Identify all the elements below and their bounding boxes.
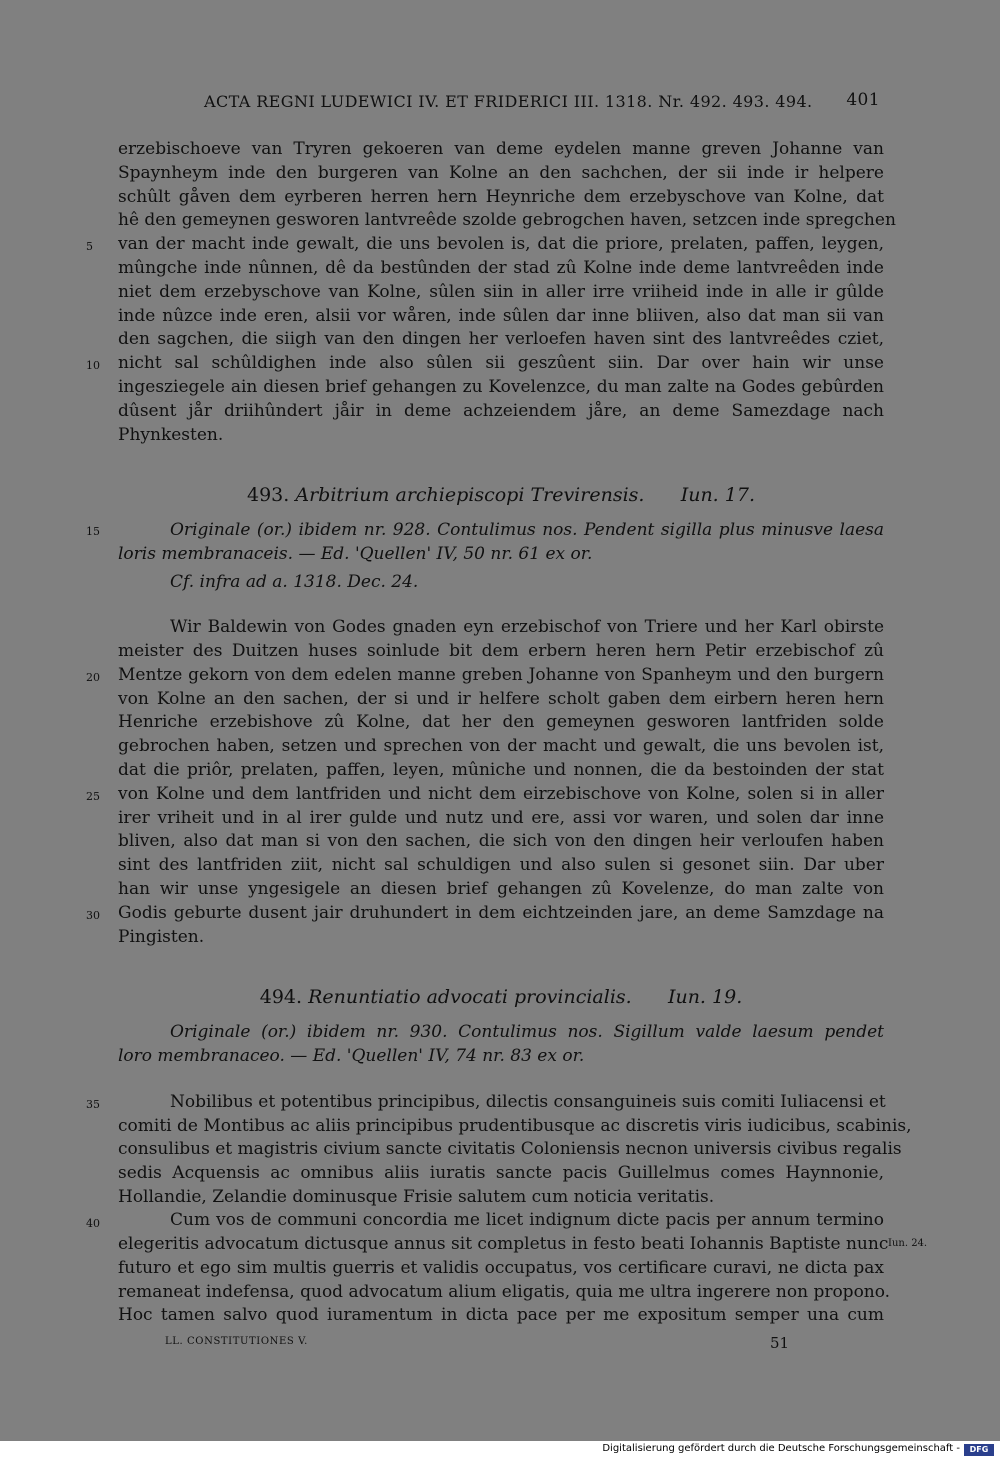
text-line: dûsent jår driihûndert jåir in deme achzeiendem jåre, an deme Samezdage nach [118,401,884,421]
source-note: Originale (or.) ibidem nr. 930. Contulimus nos. Sigillum valde laesum pendet [170,1022,884,1042]
line-number: 25 [86,790,100,803]
cross-reference: Cf. infra ad a. 1318. Dec. 24. [170,572,419,592]
line-number: 10 [86,359,100,372]
document-title: Renuntiatio advocati provincialis. [308,986,632,1008]
line-number: 15 [86,525,100,538]
signature-mark: 51 [770,1334,790,1352]
document-number: 494. [259,986,303,1008]
document-title: Arbitrium archiepiscopi Trevirensis. [295,484,645,506]
text-line: von Kolne und dem lantfriden und nicht dem eirzebischove von Kolne, solen si in aller [118,784,884,804]
dfg-logo[interactable]: DFG [964,1444,994,1456]
text-line: bliven, also dat man si von den sachen, die sich von den dingen heir verloufen haben [118,831,884,851]
line-number: 30 [86,909,100,922]
text-line: Wir Baldewin von Godes gnaden eyn erzebischof von Triere und her Karl obirste [170,617,884,637]
funding-notice: Digitalisierung gefördert durch die Deutsche Forschungsgemeinschaft - [602,1443,960,1454]
document-heading-493 [118,484,884,506]
text-line: Cum vos de communi concordia me licet indignum dicte pacis per annum termino [170,1210,884,1230]
footer-series: LL. CONSTITUTIONES V. [165,1336,308,1347]
text-line: Pingisten. [118,927,205,947]
text-line: Godis geburte dusent jair druhundert in dem eichtzeinden jare, an deme Samzdage na [118,903,884,923]
text-line: sedis Acquensis ac omnibus aliis iuratis sancte pacis Guillelmus comes Haynnonie, [118,1163,884,1183]
text-line: gebrochen haben, setzen und sprechen von der macht und gewalt, die uns bevolen ist, [118,736,884,756]
text-line: von Kolne an den sachen, der si und ir helfere scholt gaben dem eirbern heren hern [118,689,884,709]
line-number: 20 [86,671,100,684]
source-note: loro membranaceo. — Ed. 'Quellen' IV, 74 nr. 83 ex or. [118,1046,585,1066]
text-line: schûlt gåven dem eyrberen herren hern Heynriche dem erzebyschove van Kolne, dat [118,187,884,207]
text-line: ingesziegele ain diesen brief gehangen zu Kovelenzce, du man zalte na Godes gebûrden [118,377,884,397]
document-date: Iun. 17. [680,484,755,506]
line-number: 5 [86,240,93,253]
text-line: erzebischoeve van Tryren gekoeren van deme eydelen manne greven Johanne van [118,139,884,159]
text-line: hê den gemeynen gesworen lantvreêde szolde gebrogchen haven, setzcen inde spregchen [118,210,896,230]
text-line: irer vriheit und in al irer gulde und nutz und ere, assi vor waren, und solen dar inne [118,808,884,828]
digitization-bar [0,1441,1000,1459]
text-line: Nobilibus et potentibus principibus, dilectis consanguineis suis comiti Iuliacensi et [170,1092,886,1112]
text-line: inde nûzce inde eren, alsii vor wåren, inde sûlen dar inne bliiven, also dat man sii van [118,306,884,326]
text-line: Hoc tamen salvo quod iuramentum in dicta pace per me expositum semper una cum [118,1305,884,1325]
text-line: Mentze gekorn von dem edelen manne greben Johanne von Spanheym und den burgern [118,665,884,685]
text-line: consulibus et magistris civium sancte civitatis Coloniensis necnon universis civibus regalis [118,1139,902,1159]
source-note: Originale (or.) ibidem nr. 928. Contulimus nos. Pendent sigilla plus minusve laesa [170,520,884,540]
source-note: loris membranaceis. — Ed. 'Quellen' IV, 50 nr. 61 ex or. [118,544,593,564]
text-line: dat die priôr, prelaten, paffen, leyen, mûniche und nonnen, die da bestoinden der stat [118,760,884,780]
text-line: han wir unse yngesigele an diesen brief gehangen zû Kovelenze, do man zalte von [118,879,884,899]
line-number: 35 [86,1098,100,1111]
text-line: niet dem erzebyschove van Kolne, sûlen siin in aller irre vriiheid inde in alle ir gûlde [118,282,884,302]
line-number: 40 [86,1217,100,1230]
text-line: den sagchen, die siigh van den dingen her verloefen haven sint des lantvreêdes cziet, [118,329,884,349]
text-line: futuro et ego sim multis guerris et validis occupatus, vos certificare curavi, ne dicta pax [118,1258,884,1278]
text-line: mûngche inde nûnnen, dê da bestûnden der stad zû Kolne inde deme lantvreêden inde [118,258,884,278]
text-line: remaneat indefensa, quod advocatum alium eligatis, quia me ultra ingerere non propono. [118,1282,891,1302]
page-number: 401 [846,90,880,110]
text-line: nicht sal schûldighen inde also sûlen sii geszûent siin. Dar over hain wir unse [118,353,884,373]
text-line: Spaynheym inde den burgeren van Kolne an den sachchen, der sii inde ir helpere [118,163,884,183]
document-number: 493. [247,484,290,506]
text-line: comiti de Montibus ac aliis principibus prudentibusque ac discretis viris iudicibus, scabinis, [118,1116,912,1136]
text-line: Phynkesten. [118,425,224,445]
running-title: ACTA REGNI LUDEWICI IV. ET FRIDERICI III. 1318. Nr. 492. 493. 494. [204,92,813,111]
text-line: elegeritis advocatum dictusque annus sit completus in festo beati Iohannis Baptiste nunc [118,1234,889,1254]
document-date: Iun. 19. [667,986,743,1008]
text-line: Henriche erzebishove zû Kolne, dat her den gemeynen gesworen lantfriden solde [118,712,884,732]
margin-date-note: Iun. 24. [888,1238,928,1249]
document-heading-494 [118,986,884,1008]
text-line: Hollandie, Zelandie dominusque Frisie salutem cum noticia veritatis. [118,1187,715,1207]
text-line: meister des Duitzen huses soinlude bit dem erbern heren hern Petir erzebischof zû [118,641,884,661]
text-line: sint des lantfriden ziit, nicht sal schuldigen und also sulen si gesonet siin. Dar uber [118,855,884,875]
text-line: van der macht inde gewalt, die uns bevolen is, dat die priore, prelaten, paffen, leygen, [118,234,884,254]
